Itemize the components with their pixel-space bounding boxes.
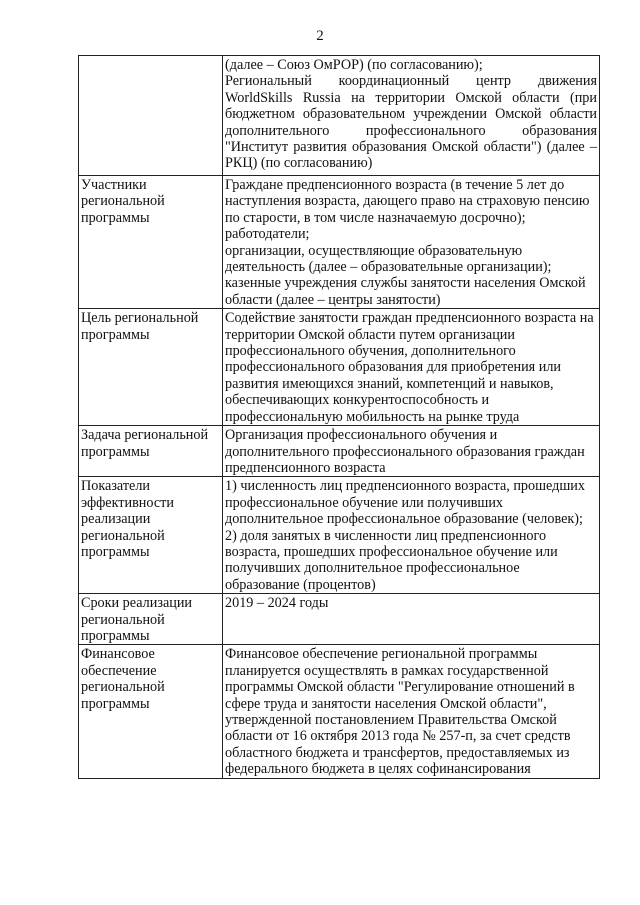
program-passport-table <box>78 55 600 779</box>
page-number: 2 <box>316 28 324 44</box>
row-label <box>79 56 223 176</box>
content-paragraph: 1) численность лиц предпенсионного возраста, прошедших профессиональное обучение или получивших дополнительное профессиональное образование (человек); <box>225 478 585 528</box>
table-row-timeline <box>79 594 600 645</box>
content-paragraph: (далее – Союз ОмРОР) (по согласованию); <box>225 57 483 73</box>
row-label: Участники региональной программы <box>79 176 223 309</box>
content-paragraph: казенные учреждения службы занятости населения Омской области (далее – центры занятости) <box>225 275 586 308</box>
row-label: Цель региональной программы <box>79 309 223 426</box>
row-label: Сроки реализации региональной программы <box>79 594 223 645</box>
content-paragraph: работодатели; <box>225 226 310 243</box>
row-label: Показатели эффективности реализации региональной программы <box>79 477 223 594</box>
table-row-continuation <box>79 56 600 176</box>
table-row-financing <box>79 645 600 778</box>
content-paragraph: Граждане предпенсионного возраста (в течение 5 лет до наступления возраста, дающего право на страховую пенсию по старости, в том числе назначаемую досрочно); <box>225 177 590 226</box>
row-content <box>223 594 600 645</box>
row-content <box>223 56 600 176</box>
row-content <box>223 309 600 426</box>
table-row-indicators <box>79 477 600 594</box>
content-paragraph: организации, осуществляющие образовательную деятельность (далее – образовательные организации); <box>225 242 552 276</box>
table-row-goal <box>79 309 600 426</box>
row-label: Задача региональной программы <box>79 426 223 477</box>
row-content <box>223 426 600 477</box>
content-paragraph: 2) доля занятых в численности лиц предпенсионного возраста, прошедших профессиональное обучение или получивших дополнительное профессиональное образование (процентов) <box>225 527 558 593</box>
content-paragraph: Содействие занятости граждан предпенсионного возраста на территории Омской области путем организации профессионального обучения, дополнительного профессионального образования для приобретения или развития имеющихся знаний, компетенций и навыков, обеспечивающих конкурентоспособность и профессиональную мобильность на рынке труда <box>225 310 594 425</box>
row-content <box>223 477 600 594</box>
content-paragraph: Финансовое обеспечение региональной программы планируется осуществлять в рамках государственной программы Омской области "Регулирование отношений в сфере труда и занятости населения Омской области", утвержденной постановлением Правительства Омской области от 16 октября 2013 года № 257-п, за счет средств областного бюджета и трансфертов, предоставляемых из федерального бюджета в целях софинансирования <box>225 646 575 778</box>
table-row-participants <box>79 176 600 309</box>
row-content <box>223 176 600 309</box>
content-paragraph: 2019 – 2024 годы <box>225 595 329 612</box>
content-paragraph: Региональный координационный центр движения WorldSkills Russia на территории Омской области (при бюджетном образовательном учреждении Омской области дополнительного профессионального образования "Институт развития образования Омской области") (далее – РКЦ) (по согласованию) <box>225 73 597 172</box>
table-row-task <box>79 426 600 477</box>
row-label: Финансовое обеспечение региональной программы <box>79 645 223 778</box>
content-paragraph: Организация профессионального обучения и дополнительного профессионального образования граждан предпенсионного возраста <box>225 427 585 476</box>
row-content <box>223 645 600 778</box>
